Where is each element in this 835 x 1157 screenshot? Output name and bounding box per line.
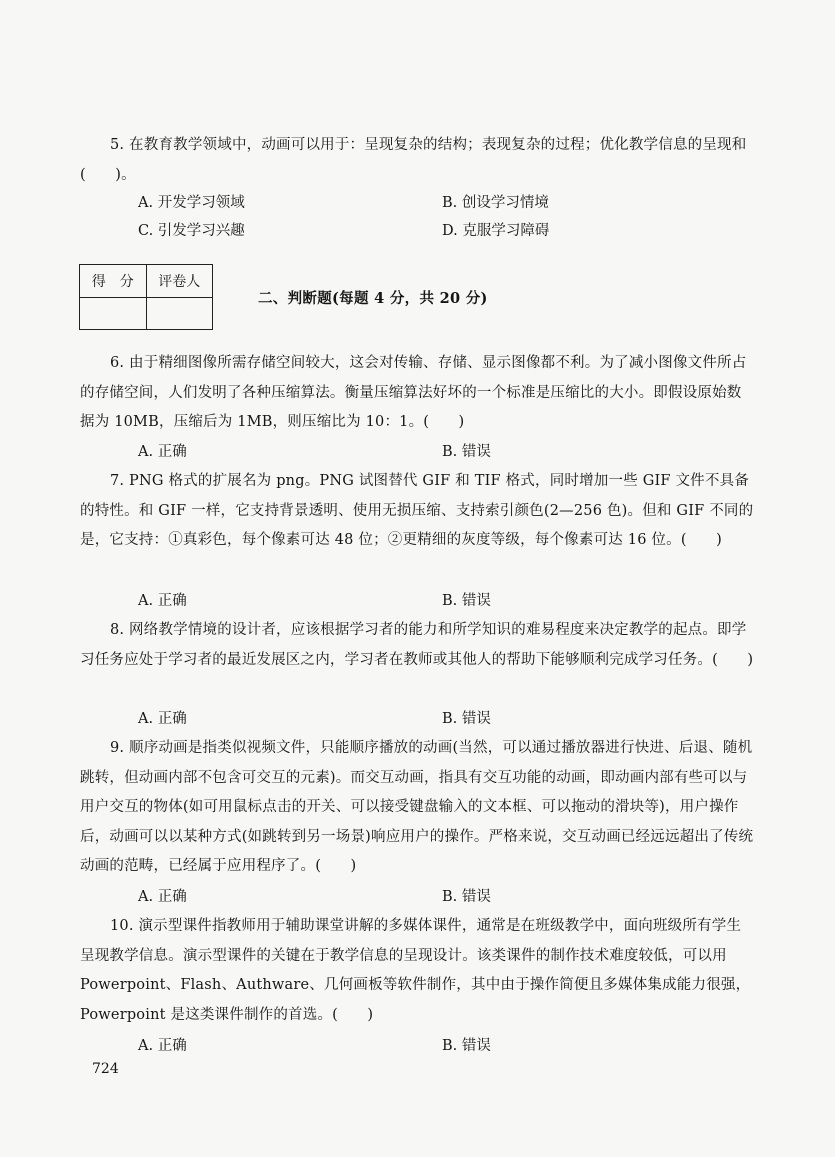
question-10-option-a: A. 正确 [138,1038,187,1054]
question-5-option-d: D. 克服学习障碍 [442,223,550,239]
question-6-option-a: A. 正确 [138,444,187,460]
question-8-option-a: A. 正确 [138,711,187,727]
question-7-option-a: A. 正确 [138,593,187,609]
question-7-option-b: B. 错误 [442,593,491,609]
grader-label: 评卷人 [146,265,213,298]
question-5-option-b: B. 创设学习情境 [442,195,549,211]
question-10-text: 10. 演示型课件指教师用于辅助课堂讲解的多媒体课件，通常是在班级教学中，面向班级所有学生呈现教学信息。演示型课件的关键在于教学信息的呈现设计。该类课件的制作技术难度较低，可以用 Powerpoint、Flash、Authware、几何画板等软件制作，其中由于操作简便且多媒体集成能力很强，Powerpoint 是这类课件制作的首选。( ) [80,918,751,1023]
question-8-option-b: B. 错误 [442,711,491,727]
question-9-option-a: A. 正确 [138,889,187,905]
question-6-text: 6. 由于精细图像所需存储空间较大，这会对传输、存储、显示图像都不利。为了减小图像文件所占的存储空间，人们发明了各种压缩算法。衡量压缩算法好坏的一个标准是压缩比的大小。即假设原始数据为 10MB，压缩后为 1MB，则压缩比为 10：1。( ) [80,355,747,430]
question-7-text: 7. PNG 格式的扩展名为 png。PNG 试图替代 GIF 和 TIF 格式，同时增加一些 GIF 文件不具备的特性。和 GIF 一样，它支持背景透明、使用无损压缩、支持索引颜色(2—256 色)。但和 GIF 不同的是，它支持：①真彩色，每个像素可达 48 位；②更精细的灰度等级，每个像素可达 16 位。( ) [80,473,754,548]
question-9-option-b: B. 错误 [442,889,491,905]
score-label: 得 分 [80,265,147,298]
question-8-text: 8. 网络教学情境的设计者，应该根据学习者的能力和所学知识的难易程度来决定教学的起点。即学习任务应处于学习者的最近发展区之内，学习者在教师或其他人的帮助下能够顺利完成学习任务。( ) [80,622,754,668]
score-table [79,264,213,330]
section-2-title: 二、判断题(每题 4 分，共 20 分) [258,290,488,307]
grader-cell [146,297,213,330]
question-5-option-c: C. 引发学习兴趣 [138,223,245,239]
page-number: 724 [92,1061,119,1077]
question-6-option-b: B. 错误 [442,444,491,460]
question-9-text: 9. 顺序动画是指类似视频文件，只能顺序播放的动画(当然，可以通过播放器进行快进、后退、随机跳转，但动画内部不包含可交互的元素)。而交互动画，指具有交互功能的动画，即动画内部有些可以与用户交互的物体(如可用鼠标点击的开关、可以接受键盘输入的文本框、可以拖动的滑块等)，用户操作后，动画可以以某种方式(如跳转到另一场景)响应用户的操作。严格来说，交互动画已经远远超出了传统动画的范畴，已经属于应用程序了。( ) [80,740,754,874]
question-10-option-b: B. 错误 [442,1038,491,1054]
score-cell [80,297,147,330]
question-5-option-a: A. 开发学习领域 [138,195,245,211]
question-5-text: 5. 在教育教学领域中，动画可以用于：呈现复杂的结构；表现复杂的过程；优化教学信息的呈现和( )。 [80,137,747,183]
